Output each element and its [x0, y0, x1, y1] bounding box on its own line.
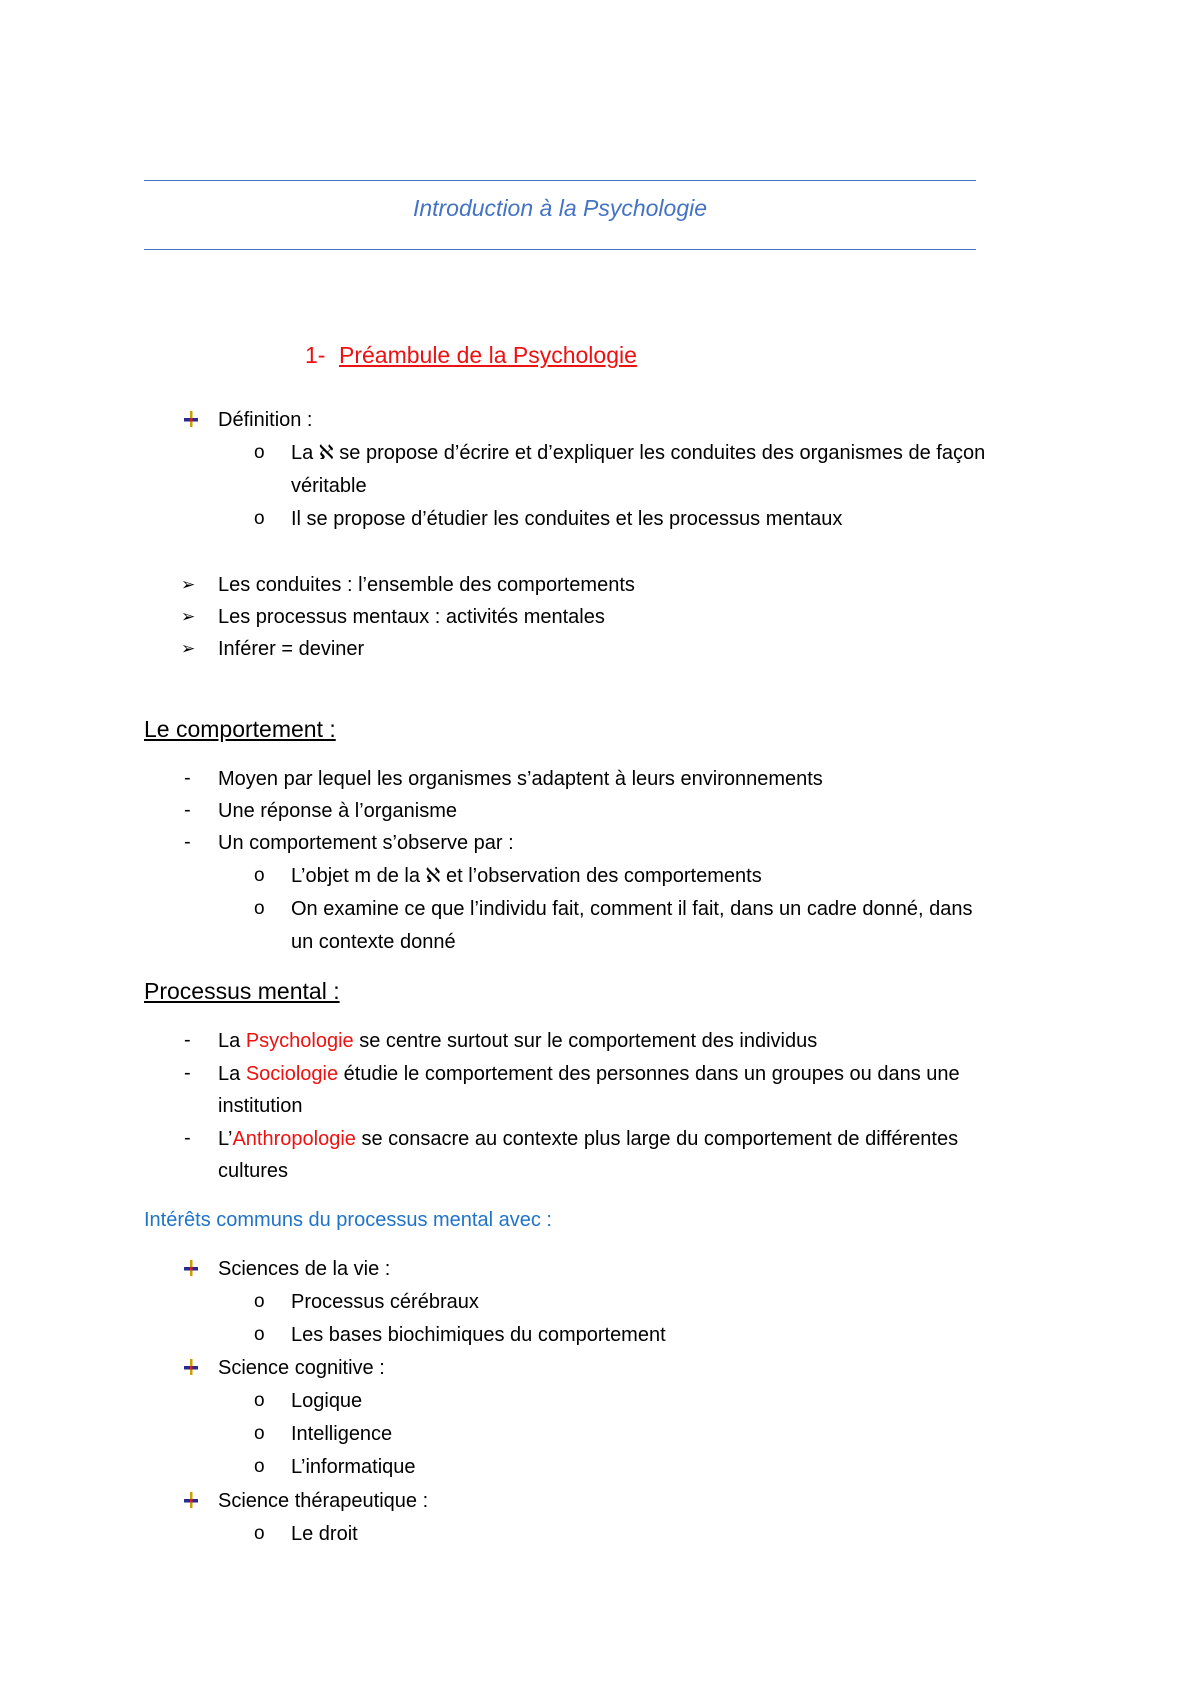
arrow-bullet-icon: ➢	[181, 639, 196, 658]
arrow-item: Les conduites : l’ensemble des comportements	[218, 574, 635, 596]
text-segment: se centre surtout sur le comportement des individus	[353, 1030, 818, 1052]
comportement-subitem: L’objet m de la ℵ et l’observation des comportements	[291, 865, 762, 887]
dash-bullet: -	[184, 799, 191, 821]
circle-bullet: o	[254, 1324, 265, 1345]
text-segment: La	[218, 1030, 246, 1052]
definition-item: Il se propose d’étudier les conduites et les processus mentaux	[291, 508, 843, 530]
dash-bullet: -	[184, 1029, 191, 1051]
circle-bullet: o	[254, 865, 265, 886]
circle-bullet: o	[254, 1456, 265, 1477]
interets-item: Les bases biochimiques du comportement	[291, 1324, 666, 1346]
highlighted-term: Sociologie	[245, 1063, 339, 1085]
highlighted-term: Psychologie	[245, 1030, 354, 1052]
highlighted-term: Anthropologie	[232, 1128, 356, 1150]
circle-bullet: o	[254, 1390, 265, 1411]
interets-item: L’informatique	[291, 1456, 416, 1478]
dash-bullet: -	[184, 767, 191, 789]
comportement-subitem: On examine ce que l’individu fait, comment il fait, dans un cadre donné, dans	[291, 898, 973, 920]
document-title: Introduction à la Psychologie	[412, 195, 708, 221]
section-number: 1-	[305, 342, 326, 368]
interets-group-label: Science cognitive :	[218, 1357, 385, 1379]
processus-item-psychologie	[218, 1029, 817, 1053]
circle-bullet: o	[254, 1291, 265, 1312]
pin-bullet-icon	[183, 1259, 199, 1277]
definition-label: Définition :	[218, 409, 313, 431]
processus-item-continued: cultures	[218, 1160, 289, 1182]
interets-item: Processus cérébraux	[291, 1291, 479, 1313]
pin-bullet-icon	[183, 1491, 199, 1509]
processus-heading: Processus mental :	[144, 978, 340, 1004]
circle-bullet: o	[254, 1423, 265, 1444]
definition-item: La ℵ se propose d’écrire et d’expliquer les conduites des organismes de façon	[291, 442, 986, 464]
pin-bullet-icon	[183, 410, 199, 428]
comportement-heading: Le comportement :	[144, 716, 336, 742]
comportement-item: Moyen par lequel les organismes s’adaptent à leurs environnements	[218, 768, 823, 790]
interets-item: Logique	[291, 1390, 363, 1412]
dash-bullet: -	[184, 831, 191, 853]
interets-item: Le droit	[291, 1523, 358, 1545]
processus-item-anthropologie	[218, 1127, 958, 1151]
title-bottom-rule	[144, 249, 976, 250]
text-segment: L’	[218, 1128, 233, 1150]
processus-item-sociologie	[218, 1062, 960, 1086]
circle-bullet: o	[254, 1523, 265, 1544]
pin-bullet-icon	[183, 1358, 199, 1376]
section-heading: Préambule de la Psychologie	[339, 342, 637, 368]
definition-item-continued: véritable	[291, 475, 367, 497]
processus-item-continued: institution	[218, 1095, 303, 1117]
arrow-item: Les processus mentaux : activités mentales	[218, 606, 605, 628]
title-top-rule	[144, 180, 976, 181]
arrow-item: Inférer = deviner	[218, 638, 365, 660]
text-segment: étudie le comportement des personnes dans un groupes ou dans une	[338, 1063, 960, 1085]
interets-group-label: Science thérapeutique :	[218, 1490, 429, 1512]
interets-item: Intelligence	[291, 1423, 393, 1445]
dash-bullet: -	[184, 1062, 191, 1084]
arrow-bullet-icon: ➢	[181, 607, 196, 626]
circle-bullet: o	[254, 508, 265, 529]
arrow-bullet-icon: ➢	[181, 575, 196, 594]
text-segment: La	[218, 1063, 246, 1085]
dash-bullet: -	[184, 1127, 191, 1149]
circle-bullet: o	[254, 898, 265, 919]
comportement-subitem-continued: un contexte donné	[291, 931, 456, 953]
text-segment: se consacre au contexte plus large du comportement de différentes	[355, 1128, 959, 1150]
comportement-item: Une réponse à l’organisme	[218, 800, 458, 822]
comportement-item: Un comportement s’observe par :	[218, 832, 514, 854]
circle-bullet: o	[254, 442, 265, 463]
interets-heading: Intérêts communs du processus mental avec :	[144, 1209, 552, 1231]
interets-group-label: Sciences de la vie :	[218, 1258, 391, 1280]
